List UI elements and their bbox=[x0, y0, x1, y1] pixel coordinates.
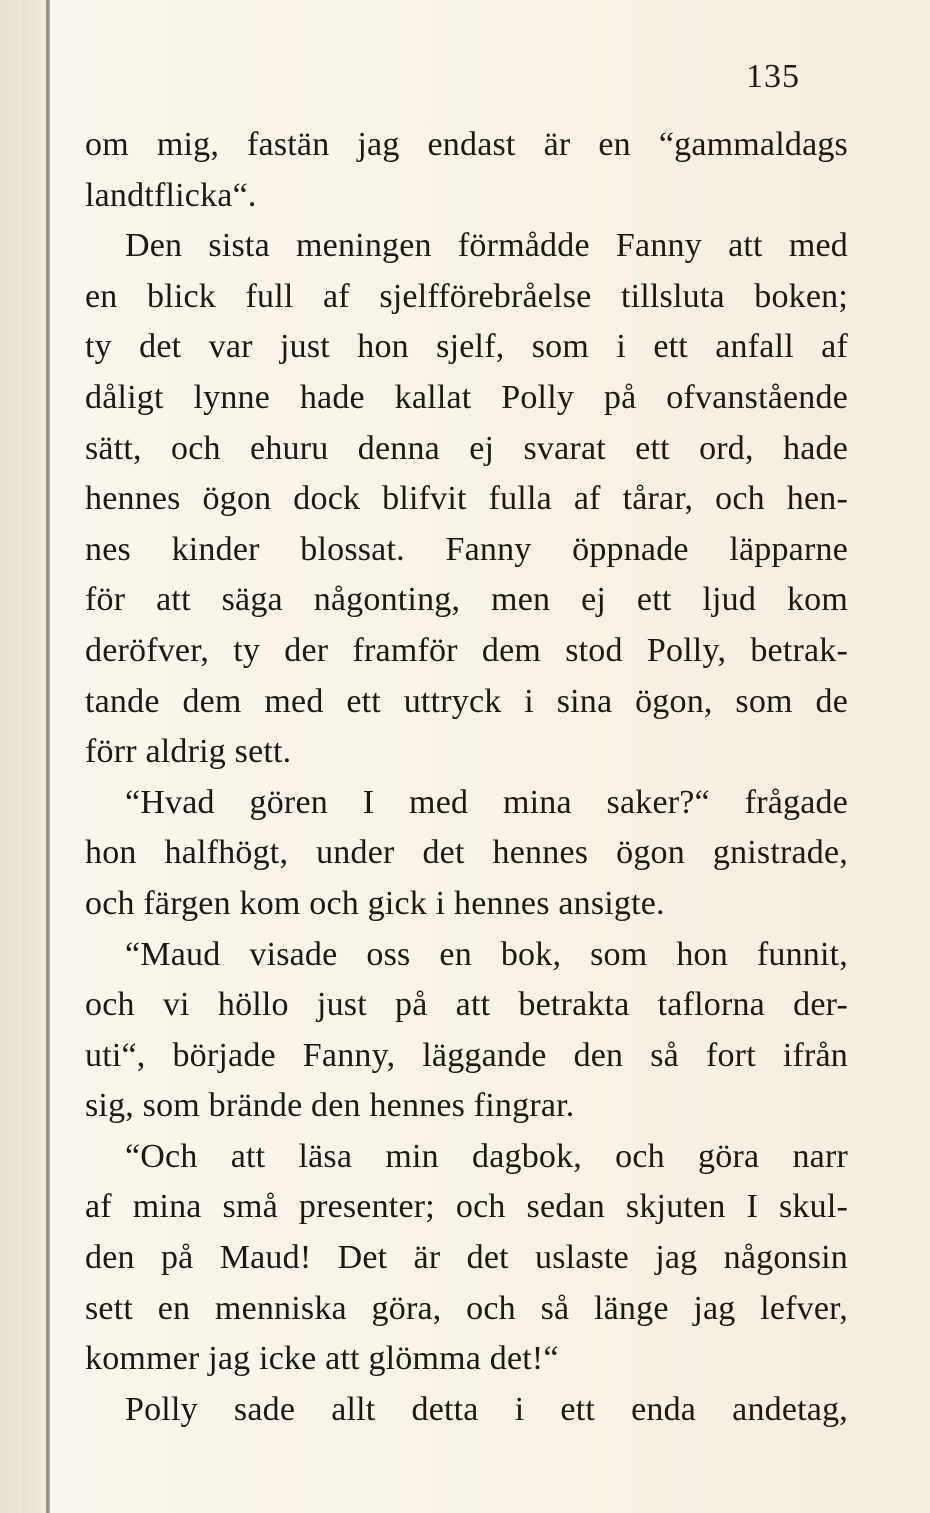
binding-edge bbox=[0, 0, 22, 1513]
text-line: sig, som brände den hennes fingrar. bbox=[85, 1087, 575, 1125]
text-line: ty det var just hon sjelf, som i ett anfall af bbox=[85, 328, 848, 366]
text-line: kommer jag icke att glömma det!“ bbox=[85, 1340, 559, 1378]
binding-line bbox=[46, 0, 50, 1513]
binding-shadow bbox=[22, 0, 46, 1513]
page-number: 135 bbox=[746, 58, 800, 95]
text-line: hennes ögon dock blifvit fulla af tårar, och hen- bbox=[85, 480, 848, 518]
text-line: om mig, fastän jag endast är en “gammaldags bbox=[85, 126, 848, 163]
text-line: nes kinder blossat. Fanny öppnade läpparne bbox=[85, 530, 848, 568]
text-line: Den sista meningen förmådde Fanny att med bbox=[125, 227, 848, 265]
text-line: “Maud visade oss en bok, som hon funnit, bbox=[125, 935, 848, 973]
text-line: för att säga någonting, men ej ett ljud kom bbox=[85, 581, 848, 619]
text-line: förr aldrig sett. bbox=[85, 733, 292, 771]
text-line: den på Maud! Det är det uslaste jag någonsin bbox=[85, 1239, 848, 1277]
text-line: “Och att läsa min dagbok, och göra narr bbox=[125, 1137, 848, 1175]
text-line: tande dem med ett uttryck i sina ögon, som de bbox=[85, 682, 848, 720]
text-line: och färgen kom och gick i hennes ansigte. bbox=[85, 884, 665, 922]
text-line: uti“, började Fanny, läggande den så fort ifrån bbox=[85, 1036, 848, 1074]
text-line: “Hvad gören I med mina saker?“ frågade bbox=[125, 783, 848, 821]
text-line: landtflicka“. bbox=[85, 176, 257, 214]
text-line: dåligt lynne hade kallat Polly på ofvanstående bbox=[85, 378, 848, 416]
text-line: sett en menniska göra, och så länge jag lefver, bbox=[85, 1289, 848, 1327]
text-line: hon halfhögt, under det hennes ögon gnistrade, bbox=[85, 834, 848, 872]
body-text bbox=[85, 120, 848, 1435]
text-line: af mina små presenter; och sedan skjuten I skul- bbox=[85, 1188, 848, 1226]
text-line: Polly sade allt detta i ett enda andetag, bbox=[125, 1390, 848, 1428]
text-line: en blick full af sjelfförebråelse tillsluta boken; bbox=[85, 277, 848, 315]
text-line: och vi höllo just på att betrakta taflorna der- bbox=[85, 986, 848, 1024]
text-line: sätt, och ehuru denna ej svarat ett ord, hade bbox=[85, 429, 848, 467]
text-line: deröfver, ty der framför dem stod Polly, betrak- bbox=[85, 631, 848, 669]
